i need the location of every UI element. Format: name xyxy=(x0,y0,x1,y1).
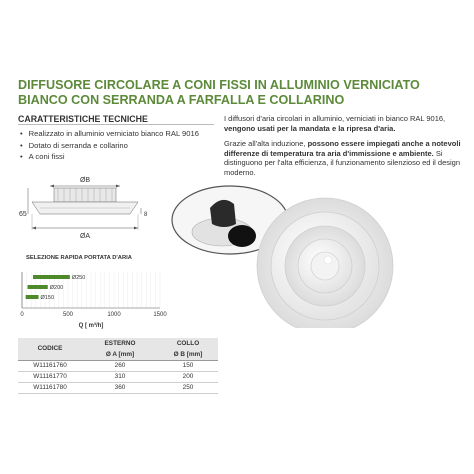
label-a: ØA xyxy=(79,233,91,240)
features-divider xyxy=(18,124,214,125)
table-row xyxy=(18,360,218,371)
technical-drawing xyxy=(10,168,170,248)
cell-collar: 150 xyxy=(158,360,218,371)
table-row xyxy=(18,371,218,382)
header-collar: COLLO xyxy=(176,340,200,347)
header-code: CODICE xyxy=(18,338,82,360)
page-title xyxy=(18,78,458,108)
cell-collar: 200 xyxy=(158,371,218,382)
product-photo xyxy=(170,178,430,328)
header-outer-unit: Ø A [mm] xyxy=(82,349,158,360)
x-tick-label: 0 xyxy=(20,312,24,318)
bar-Ø200 xyxy=(28,285,48,289)
table-row xyxy=(18,382,218,393)
x-tick-label: 500 xyxy=(62,312,74,318)
x-axis-label: Q [ m³/h] xyxy=(78,323,104,329)
cell-outer: 310 xyxy=(82,371,158,382)
cell-code: W11161760 xyxy=(18,360,82,371)
label-height: 65 xyxy=(19,211,27,218)
cell-code: W11161780 xyxy=(18,382,82,393)
feature-item: • A coni fissi xyxy=(20,151,199,163)
cell-collar: 250 xyxy=(158,382,218,393)
header-outer: ESTERNO xyxy=(104,340,136,347)
title-line-2: BIANCO CON SERRANDA A FARFALLA E COLLARINO xyxy=(18,93,345,107)
chart-title: SELEZIONE RAPIDA PORTATA D'ARIA xyxy=(26,255,132,261)
description-paragraph-1: I diffusori d'aria circolari in alluminio, verniciati in bianco RAL 9016, vengono usati per la mandata e la ripresa d'aria. xyxy=(224,114,446,133)
x-tick-label: 1500 xyxy=(153,312,167,318)
label-8: 8 xyxy=(144,212,148,218)
feature-item: • Dotato di serranda e collarino xyxy=(20,140,199,152)
bar-label: Ø200 xyxy=(49,285,64,291)
features-heading: CARATTERISTICHE TECNICHE xyxy=(18,114,148,124)
cell-outer: 260 xyxy=(82,360,158,371)
damper-disc xyxy=(228,225,256,247)
label-b: ØB xyxy=(79,177,91,184)
cell-outer: 360 xyxy=(82,382,158,393)
product-table xyxy=(18,338,218,394)
bar-label: Ø150 xyxy=(40,295,55,301)
cell-code: W11161770 xyxy=(18,371,82,382)
collar xyxy=(54,188,116,202)
bar-Ø150 xyxy=(26,295,39,299)
title-line-1: DIFFUSORE CIRCOLARE A CONI FISSI IN ALLUMINIO VERNICIATO xyxy=(18,78,420,92)
airflow-chart xyxy=(14,262,174,330)
description-paragraph-2: Grazie all'alta induzione, possono essere impiegati anche a notevoli differenze di temperatura tra aria d'immissione e ambiente. Si distinguono per l'alta efficienza, il funzionamento silenzioso ed il design moderno. xyxy=(224,139,461,177)
diffuser-center-cone xyxy=(311,252,339,280)
bar-Ø250 xyxy=(33,275,70,279)
header-collar-unit: Ø B [mm] xyxy=(158,349,218,360)
x-tick-label: 1000 xyxy=(107,312,121,318)
bar-label: Ø250 xyxy=(71,275,86,281)
feature-item: • Realizzato in alluminio verniciato bianco RAL 9016 xyxy=(20,128,199,140)
features-list xyxy=(20,128,199,163)
description xyxy=(224,114,464,184)
